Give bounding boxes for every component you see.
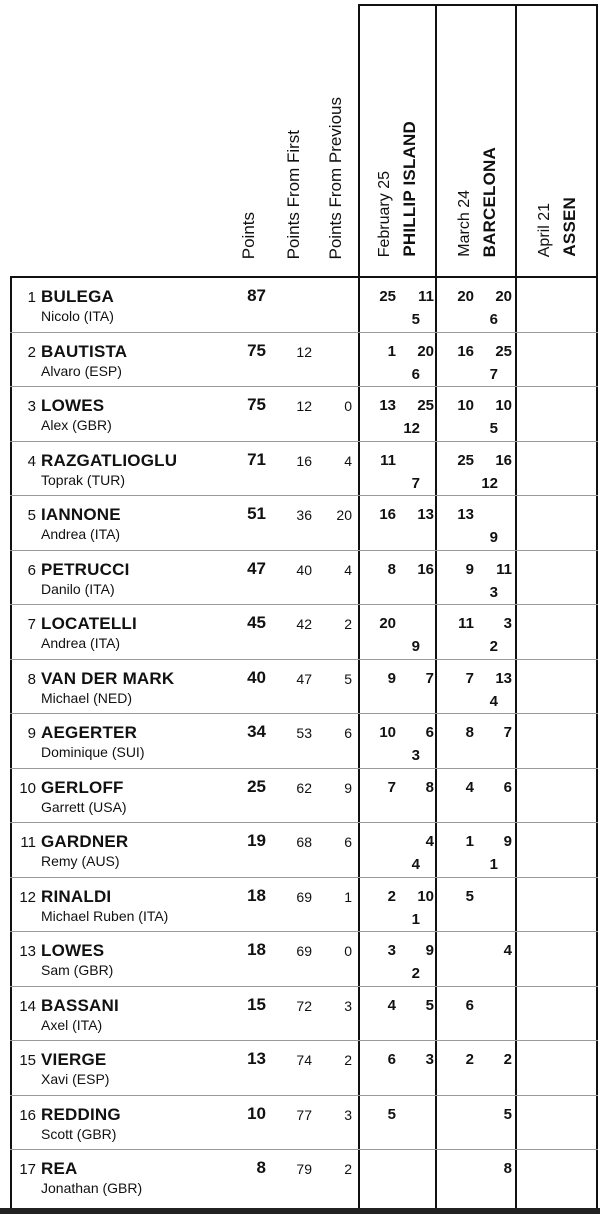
round2-race2-result: 25 (495, 342, 512, 360)
round2-race2-result: 13 (495, 669, 512, 687)
rider-position: 8 (27, 670, 36, 688)
points-from-previous: 6 (344, 725, 352, 741)
rider-name-nation: Jonathan (GBR) (41, 1180, 143, 1196)
round1-race1-result: 6 (387, 1051, 396, 1068)
rider-surname: LOWES (41, 941, 105, 960)
rider-surname: REDDING (41, 1104, 121, 1124)
rider-points: 51 (247, 504, 266, 523)
rider-points: 18 (247, 885, 266, 905)
rider-surname: GARDNER (41, 832, 129, 851)
rider-position: 13 (19, 943, 36, 960)
points-from-first: 12 (296, 343, 312, 360)
points-from-first: 47 (296, 670, 312, 687)
round1-superpole-result: 1 (411, 910, 420, 928)
rider-position: 14 (19, 997, 36, 1015)
round2-race2-result: 8 (503, 1160, 512, 1177)
table-row (0, 1149, 600, 1204)
round-venue: ASSEN (560, 197, 579, 257)
table-row (0, 931, 600, 986)
round1-race1-result: 13 (379, 397, 396, 414)
rider-position: 17 (19, 1161, 36, 1178)
table-bottom-border (0, 1208, 600, 1214)
rider-points: 25 (247, 776, 266, 796)
round1-race2-result: 6 (425, 724, 434, 741)
round2-superpole-result: 12 (481, 474, 498, 492)
round1-race1-result: 2 (387, 887, 396, 905)
rider-surname: RINALDI (41, 886, 112, 906)
round-header-3 (516, 0, 596, 277)
table-row (0, 768, 600, 823)
table-row (0, 713, 600, 768)
round1-race1-result: 16 (379, 506, 396, 523)
round-venue: BARCELONA (480, 146, 499, 257)
rider-points: 13 (247, 1049, 266, 1068)
round2-superpole-result: 1 (489, 856, 498, 873)
round1-race2-result: 9 (425, 942, 434, 959)
rider-position: 11 (20, 834, 36, 851)
round1-race1-result: 1 (387, 342, 396, 360)
round1-race1-result: 7 (387, 778, 396, 796)
table-row (0, 1095, 600, 1150)
round2-race1-result: 5 (465, 887, 474, 905)
round2-superpole-result: 9 (489, 529, 498, 546)
rider-name-nation: Andrea (ITA) (41, 526, 121, 542)
rider-name-nation: Andrea (ITA) (41, 635, 121, 651)
round-date: March 24 (456, 190, 473, 257)
round2-race2-result: 10 (495, 397, 512, 414)
round2-superpole-result: 4 (489, 692, 498, 710)
round1-race2-result: 5 (425, 996, 434, 1014)
rider-surname: PETRUCCI (41, 559, 130, 579)
points-from-first: 79 (296, 1161, 312, 1177)
points-from-previous: 5 (344, 670, 352, 687)
points-from-previous: 3 (344, 1106, 352, 1123)
points-from-previous: 2 (344, 1161, 352, 1177)
table-row (0, 659, 600, 714)
points-from-first: 69 (296, 888, 312, 905)
rider-points: 45 (247, 613, 266, 632)
rider-name-nation: Xavi (ESP) (41, 1071, 110, 1087)
points-from-first: 42 (296, 616, 312, 632)
round1-race1-result: 3 (387, 942, 396, 959)
points-from-first: 53 (296, 725, 312, 741)
rider-name-nation: Garrett (USA) (41, 798, 127, 815)
rider-name-nation: Toprak (TUR) (41, 471, 126, 488)
round1-race1-result: 25 (379, 288, 396, 305)
round1-race2-result: 3 (425, 1051, 434, 1068)
round2-race1-result: 13 (457, 506, 474, 523)
rider-surname: GERLOFF (41, 777, 124, 797)
round2-race2-result: 9 (503, 833, 512, 850)
table-row (0, 986, 600, 1041)
points-from-previous: 1 (344, 888, 352, 905)
round1-superpole-result: 3 (411, 747, 420, 764)
rider-points: 87 (247, 286, 266, 305)
points-from-previous-column-header: Points From Previous (326, 96, 345, 259)
points-from-previous: 9 (344, 779, 352, 796)
rider-position: 10 (19, 779, 36, 797)
round-venue: PHILLIP ISLAND (400, 121, 419, 257)
points-from-previous: 2 (344, 1052, 352, 1068)
rider-points: 34 (247, 722, 266, 741)
round2-race1-result: 16 (457, 342, 474, 360)
round1-superpole-result: 5 (411, 311, 420, 328)
table-header (0, 0, 600, 277)
table-row (0, 332, 600, 387)
points-from-first: 74 (296, 1052, 312, 1068)
round1-race2-result: 13 (417, 506, 434, 523)
round1-race1-result: 4 (387, 996, 396, 1014)
points-from-previous: 6 (344, 834, 352, 850)
round2-superpole-result: 2 (489, 638, 498, 655)
round2-superpole-result: 5 (489, 420, 498, 437)
rider-name-nation: Danilo (ITA) (41, 580, 115, 597)
round1-race1-result: 20 (379, 615, 396, 632)
rider-position: 12 (19, 888, 36, 906)
round2-race1-result: 9 (465, 560, 474, 578)
table-row (0, 386, 600, 441)
round1-race2-result: 7 (425, 669, 434, 687)
round2-race1-result: 25 (457, 451, 474, 469)
round2-race1-result: 7 (465, 669, 474, 687)
round1-race2-result: 8 (425, 778, 434, 796)
round1-race1-result: 10 (379, 724, 396, 741)
round2-race1-result: 4 (465, 778, 474, 796)
round2-superpole-result: 7 (489, 365, 498, 383)
rider-surname: BULEGA (41, 287, 114, 306)
points-from-first: 62 (296, 779, 312, 796)
points-from-previous: 3 (344, 997, 352, 1014)
table-row (0, 277, 600, 332)
points-from-previous: 4 (344, 452, 352, 469)
round2-race1-result: 11 (458, 615, 474, 632)
rider-points: 19 (247, 831, 266, 850)
round-header-1 (360, 0, 436, 277)
points-from-previous: 20 (336, 507, 352, 523)
round2-race2-result: 2 (503, 1051, 512, 1068)
points-from-previous: 4 (344, 561, 352, 578)
points-from-previous: 0 (344, 943, 352, 959)
table-row (0, 877, 600, 932)
points-from-first: 77 (296, 1106, 312, 1123)
round2-race1-result: 8 (465, 724, 474, 741)
rider-name-nation: Scott (GBR) (41, 1125, 117, 1142)
round1-race1-result: 9 (387, 669, 396, 687)
points-from-first: 68 (296, 834, 312, 850)
round2-superpole-result: 6 (489, 311, 498, 328)
round1-race1-result: 11 (380, 451, 396, 469)
rider-position: 5 (27, 507, 36, 524)
rider-position: 2 (27, 343, 36, 361)
round1-superpole-result: 12 (403, 420, 420, 437)
rider-points: 8 (256, 1158, 266, 1177)
round2-race2-result: 11 (496, 560, 512, 578)
rider-position: 1 (27, 289, 36, 306)
round2-race1-result: 20 (457, 288, 474, 305)
rider-points: 18 (247, 940, 266, 959)
round1-race1-result: 8 (387, 560, 396, 578)
round1-race2-result: 25 (417, 397, 434, 414)
rider-position: 16 (19, 1106, 36, 1124)
round2-superpole-result: 3 (489, 583, 498, 601)
rider-position: 9 (27, 725, 36, 742)
round1-race2-result: 20 (417, 342, 434, 360)
points-from-previous: 0 (344, 398, 352, 414)
table-row (0, 495, 600, 550)
round2-race1-result: 10 (457, 397, 474, 414)
round2-race1-result: 6 (465, 996, 474, 1014)
rider-name-nation: Sam (GBR) (41, 962, 114, 978)
rider-points: 75 (247, 340, 266, 360)
round2-race1-result: 2 (465, 1051, 474, 1068)
round2-race2-result: 6 (503, 778, 512, 796)
rider-surname: REA (41, 1159, 78, 1178)
round2-race2-result: 4 (503, 942, 512, 959)
rider-surname: VAN DER MARK (41, 668, 175, 688)
rider-name-nation: Nicolo (ITA) (41, 308, 114, 324)
points-from-first: 36 (296, 507, 312, 523)
rider-position: 7 (27, 616, 36, 633)
rider-surname: BASSANI (41, 995, 119, 1015)
rider-points: 40 (247, 667, 266, 687)
rider-name-nation: Alex (GBR) (41, 417, 112, 433)
table-row (0, 441, 600, 496)
round1-superpole-result: 2 (411, 965, 420, 982)
points-from-first: 12 (296, 398, 312, 414)
round1-superpole-result: 7 (411, 474, 420, 492)
rider-points: 15 (247, 994, 266, 1014)
rider-name-nation: Alvaro (ESP) (41, 362, 122, 379)
round1-superpole-result: 6 (411, 365, 420, 383)
points-from-previous: 2 (344, 616, 352, 632)
rider-surname: LOWES (41, 396, 105, 415)
points-from-first: 16 (296, 452, 312, 469)
round1-superpole-result: 9 (411, 638, 420, 655)
round2-race2-result: 7 (503, 724, 512, 741)
rider-name-nation: Dominique (SUI) (41, 744, 145, 760)
header-top-border (358, 4, 598, 6)
table-row (0, 550, 600, 605)
rider-surname: LOCATELLI (41, 614, 137, 633)
points-from-first: 72 (296, 997, 312, 1014)
rider-surname: IANNONE (41, 505, 121, 524)
round2-race2-result: 3 (503, 615, 512, 632)
round2-race1-result: 1 (465, 833, 474, 850)
rider-points: 47 (247, 558, 266, 578)
rider-name-nation: Remy (AUS) (41, 853, 120, 869)
points-from-first: 69 (296, 943, 312, 959)
rider-position: 6 (27, 561, 36, 579)
round1-race2-result: 11 (418, 288, 434, 305)
round1-race2-result: 10 (417, 887, 434, 905)
rider-surname: AEGERTER (41, 723, 138, 742)
rider-position: 3 (27, 398, 36, 415)
rider-surname: VIERGE (41, 1050, 107, 1069)
round2-race2-result: 5 (503, 1105, 512, 1123)
round2-race2-result: 16 (495, 451, 512, 469)
points-column-header: Points (239, 211, 258, 259)
rider-surname: RAZGATLIOGLU (41, 450, 178, 470)
rider-points: 10 (247, 1103, 266, 1123)
rider-name-nation: Michael (NED) (41, 689, 133, 706)
rider-position: 15 (19, 1052, 36, 1069)
round-header-2 (436, 0, 516, 277)
round1-race1-result: 5 (387, 1105, 396, 1123)
points-from-first: 40 (296, 561, 312, 578)
round1-race2-result: 16 (417, 560, 434, 578)
rider-name-nation: Axel (ITA) (41, 1016, 103, 1033)
round-date: April 21 (536, 202, 553, 257)
rider-name-nation: Michael Ruben (ITA) (41, 907, 169, 924)
round-date: February 25 (376, 170, 393, 257)
rider-points: 71 (247, 449, 266, 469)
rider-surname: BAUTISTA (41, 341, 128, 361)
table-row (0, 604, 600, 659)
points-from-first-column-header: Points From First (284, 129, 303, 259)
round1-race2-result: 4 (425, 833, 434, 850)
rider-position: 4 (27, 452, 36, 470)
table-row (0, 1040, 600, 1095)
table-row (0, 822, 600, 877)
round2-race2-result: 20 (495, 288, 512, 305)
round1-superpole-result: 4 (411, 856, 420, 873)
rider-points: 75 (247, 395, 266, 414)
